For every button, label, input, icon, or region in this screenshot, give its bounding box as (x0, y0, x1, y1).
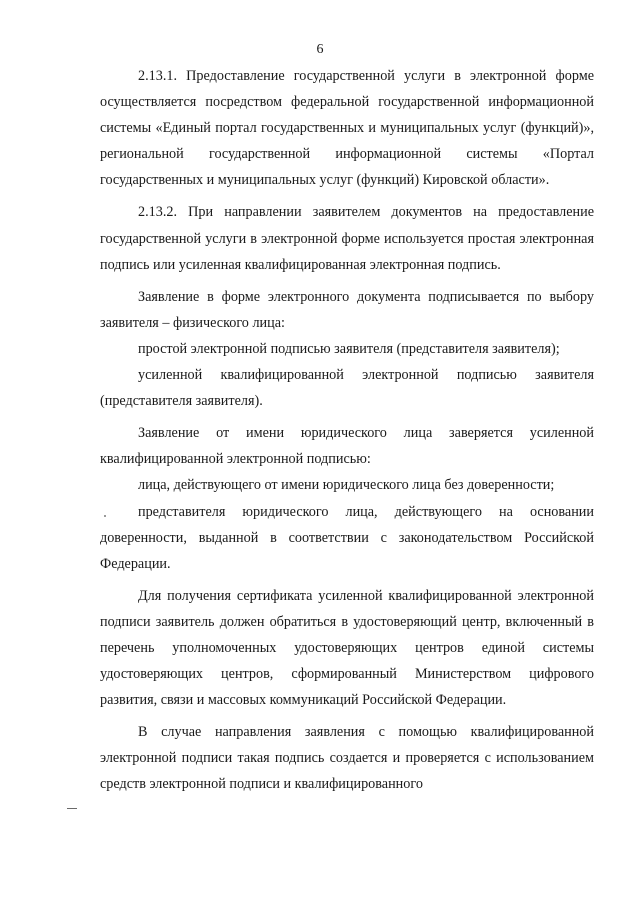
paragraph-qualified-signature-usage: В случае направления заявления с помощью квалифицированной электронной подписи такая подпись создается и проверяется с использованием средств электронной подписи и квалифицированного (100, 724, 594, 793)
paragraph-individual-signing: Заявление в форме электронного документа подписывается по выбору заявителя – физического лица: (100, 288, 594, 331)
paragraph-qualified-signature: усиленной квалифицированной электронной подписью заявителя (представителя заявителя). (100, 367, 594, 410)
document-body (100, 63, 594, 798)
paragraph-no-power-of-attorney: лица, действующего от имени юридического лица без доверенности; (138, 477, 555, 494)
scan-mark-left (67, 808, 77, 809)
paragraph-legal-entity: Заявление от имени юридического лица заверяется усиленной квалифицированной электронной подписью: (100, 425, 594, 468)
scan-mark-dot (104, 515, 106, 517)
paragraph-2-13-1: 2.13.1. Предоставление государственной услуги в электронной форме осуществляется посредством федеральной государственной информационной системы «Единый портал государственных и муниципальных услуг (функций)», региональной государственной информационной системы «Портал государственных и муниципальных услуг (функций) Кировской области». (100, 68, 594, 189)
paragraph-simple-signature: простой электронной подписью заявителя (представителя заявителя); (138, 340, 560, 357)
page-number: 6 (316, 42, 324, 57)
paragraph-representative: представителя юридического лица, действующего на основании доверенности, выданной в соответствии с законодательством Российской Федерации. (100, 503, 594, 572)
paragraph-2-13-2: 2.13.2. При направлении заявителем документов на предоставление государственной услуги в электронной форме используется простая электронная подпись или усиленная квалифицированная электронная подпись. (100, 204, 594, 273)
paragraph-certificate: Для получения сертификата усиленной квалифицированной электронной подписи заявитель должен обратиться в удостоверяющий центр, включенный в перечень уполномоченных удостоверяющих центров единой системы удостоверяющих центров, сформированный Министерством цифрового развития, связи и массовых коммуникаций Российской Федерации. (100, 587, 594, 709)
